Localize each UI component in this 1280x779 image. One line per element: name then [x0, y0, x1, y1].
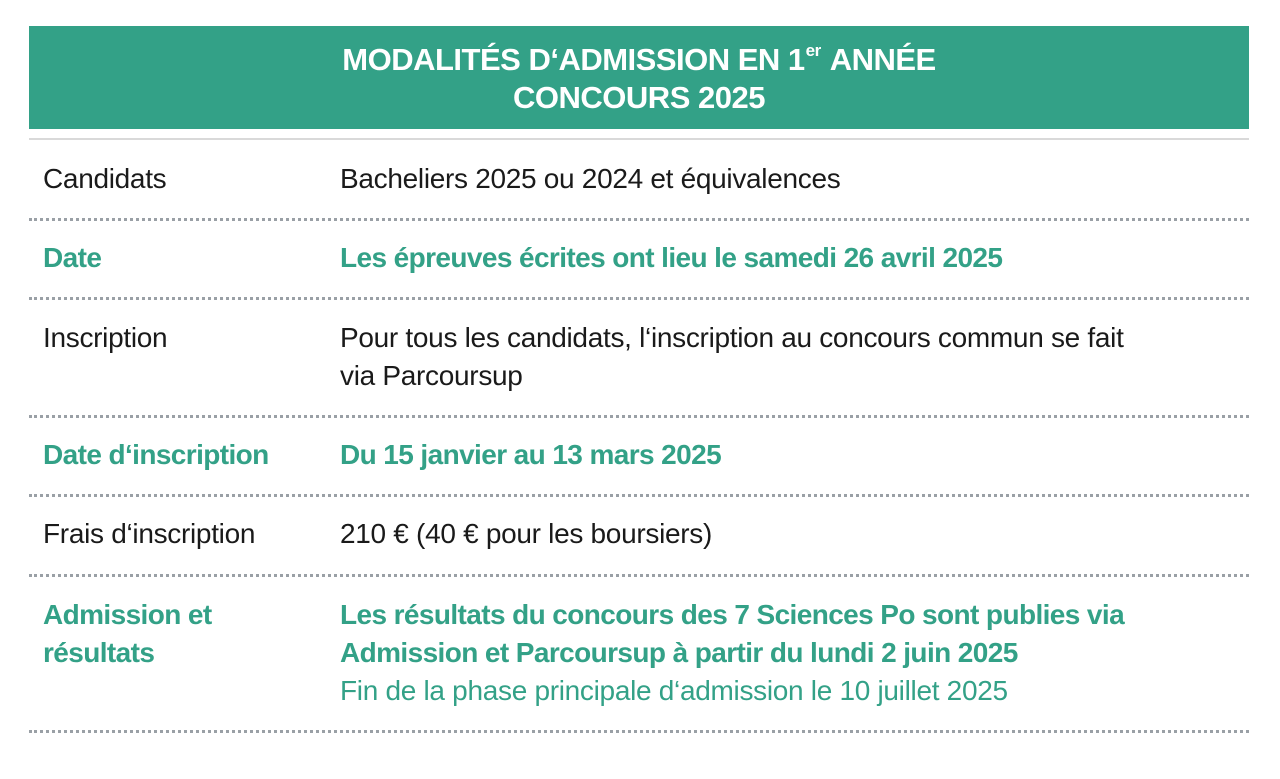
- table-row-date-inscription: [29, 418, 1249, 497]
- admission-table: [29, 26, 1249, 733]
- row-label: Inscription: [43, 322, 168, 353]
- table-row-date: [29, 221, 1249, 300]
- row-value: [340, 239, 1229, 277]
- row-value-text: 210 € (40 € pour les boursiers): [340, 518, 713, 549]
- row-value: [340, 436, 1229, 474]
- table-row-candidats: [29, 140, 1249, 221]
- table-row-admission-resultats: [29, 577, 1249, 733]
- row-value-text: Du 15 janvier au 13 mars 2025: [340, 439, 722, 470]
- header-title-text: MODALITÉS D‘ADMISSION EN 1: [342, 42, 805, 77]
- row-value-line: Admission et Parcoursup à partir du lundi 2 juin 2025: [340, 637, 1018, 668]
- row-label: Date d‘inscription: [43, 439, 269, 470]
- row-label: Frais d‘inscription: [43, 518, 256, 549]
- row-value-text: Les épreuves écrites ont lieu le samedi 26 avril 2025: [340, 242, 1003, 273]
- row-value: [340, 596, 1229, 710]
- table-header: [29, 26, 1249, 129]
- row-value-note: Fin de la phase principale d‘admission le 10 juillet 2025: [340, 675, 1008, 706]
- table-row-inscription: [29, 300, 1249, 418]
- header-title-superscript: er: [805, 40, 821, 60]
- row-label: Date: [43, 242, 102, 273]
- row-value: [340, 160, 1229, 198]
- header-title-line2: CONCOURS 2025: [513, 80, 765, 115]
- row-label: [43, 596, 212, 672]
- row-value-line: Pour tous les candidats, l‘inscription au concours commun se fait: [340, 322, 1124, 353]
- row-label: Candidats: [43, 163, 167, 194]
- header-title-line1: [29, 41, 1249, 79]
- row-value: [340, 319, 1229, 395]
- row-label-line: Admission et: [43, 599, 212, 630]
- header-title-text-end: ANNÉE: [822, 42, 936, 77]
- row-value: [340, 515, 1229, 553]
- row-value-line: Les résultats du concours des 7 Sciences Po sont publies via: [340, 599, 1125, 630]
- table-row-frais-inscription: [29, 497, 1249, 577]
- row-value-line: via Parcoursup: [340, 360, 523, 391]
- row-label-line: résultats: [43, 637, 155, 668]
- row-value-text: Bacheliers 2025 ou 2024 et équivalences: [340, 163, 841, 194]
